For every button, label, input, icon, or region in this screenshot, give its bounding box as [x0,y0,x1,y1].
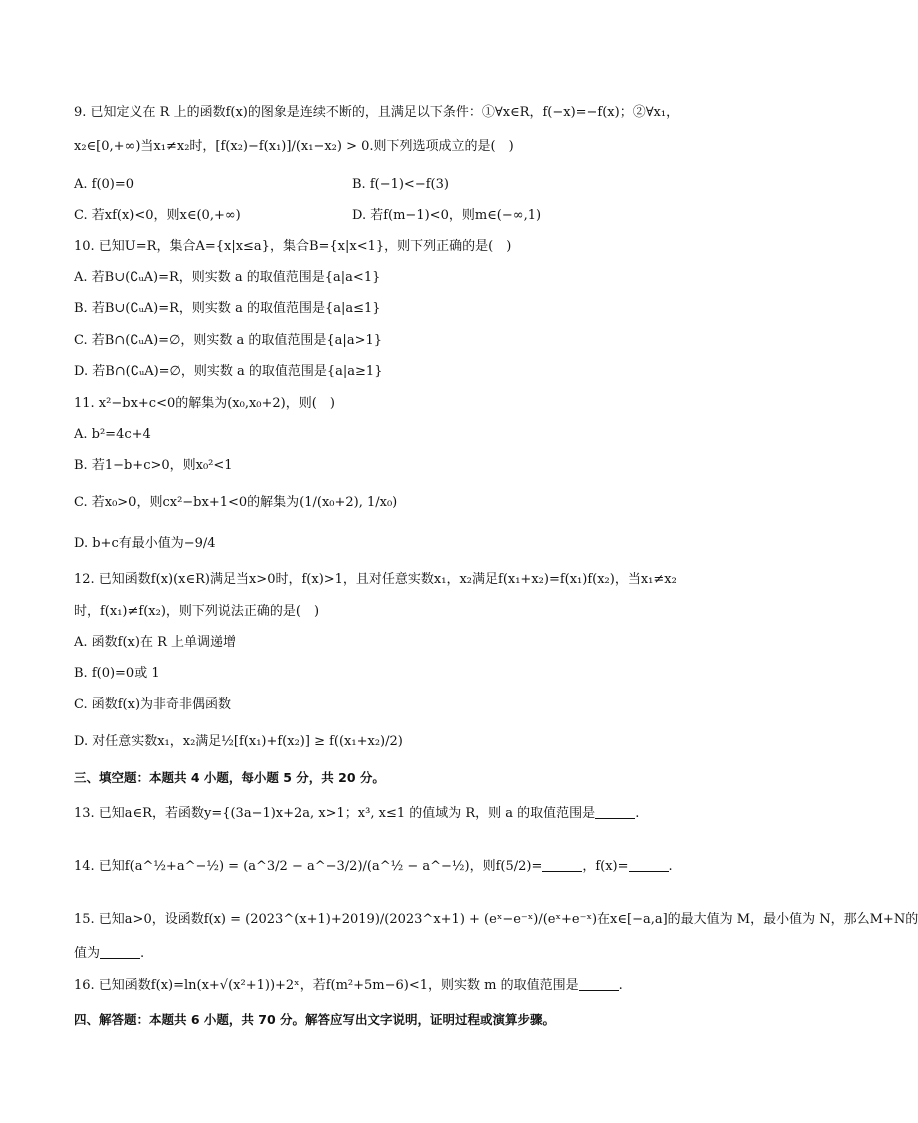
q9-option-c: C. 若xf(x)<0，则x∈(0,+∞) [74,208,241,223]
q16-stem: 16. 已知函数f(x)=ln(x+√(x²+1))+2ˣ，若f(m²+5m−6)<1，则实数 m 的取值范围是 [74,978,579,993]
q14-period: . [668,859,673,874]
q10-option-a: A. 若B∪(∁ᵤA)=R，则实数 a 的取值范围是{a|a<1} [74,270,381,285]
section-four-heading: 四、解答题：本题共 6 小题，共 70 分。解答应写出文字说明，证明过程或演算步骤。 [74,1012,556,1027]
q14-answer-blank-2[interactable] [629,859,669,872]
q10-option-d: D. 若B∩(∁ᵤA)=∅，则实数 a 的取值范围是{a|a≥1} [74,364,383,379]
q15-line1: 15. 已知a>0，设函数f(x) = (2023^(x+1)+2019)/(2023^x+1) + (eˣ−e⁻ˣ)/(eˣ+e⁻ˣ)在x∈[−a,a]的最大值为 M，最小值为 N，那么M+N的 [74,912,918,927]
section-three-heading: 三、填空题：本题共 4 小题，每小题 5 分，共 20 分。 [74,770,385,785]
q15-period: . [140,946,145,961]
q12-option-c: C. 函数f(x)为非奇非偶函数 [74,697,232,712]
q15-value-label: 值为 [74,946,101,961]
q10-option-b: B. 若B∪(∁ᵤA)=R，则实数 a 的取值范围是{a|a≤1} [74,301,381,316]
q11-option-b: B. 若1−b+c>0，则x₀²<1 [74,458,233,473]
q16-text [74,977,623,995]
q9-option-b: B. f(−1)<−f(3) [352,177,449,192]
q11-stem: 11. x²−bx+c<0的解集为(x₀,x₀+2)，则( ) [74,396,335,411]
q13-answer-blank[interactable] [595,806,635,819]
q13-stem: 13. 已知a∈R，若函数y={(3a−1)x+2a, x>1；x³, x≤1 的值域为 R，则 a 的取值范围是 [74,806,596,821]
q13-text [74,805,639,823]
q12-option-b: B. f(0)=0或 1 [74,666,160,681]
q14-stem: 14. 已知f(a^½+a^−½) = (a^3/2 − a^−3/2)/(a^½ − a^−½)，则f(5/2)= [74,859,543,874]
q9-line1: 9. 已知定义在 R 上的函数f(x)的图象是连续不断的，且满足以下条件：①∀x∈R，f(−x)=−f(x)；②∀x₁， [74,105,680,120]
q14-answer-blank-1[interactable] [542,859,582,872]
q15-line2 [74,945,144,963]
q15-answer-blank[interactable] [100,946,140,959]
q14-middle: ，f(x)= [582,859,629,874]
q10-option-c: C. 若B∩(∁ᵤA)=∅，则实数 a 的取值范围是{a|a>1} [74,333,383,348]
q9-option-d: D. 若f(m−1)<0，则m∈(−∞,1) [352,208,542,223]
q12-option-d: D. 对任意实数x₁，x₂满足½[f(x₁)+f(x₂)] ≥ f((x₁+x₂)/2) [74,734,403,749]
q11-option-d: D. b+c有最小值为−9/4 [74,536,216,551]
q12-line2: 时，f(x₁)≠f(x₂)，则下列说法正确的是( ) [74,604,320,619]
q9-option-a: A. f(0)=0 [74,177,135,192]
q16-period: . [618,978,623,993]
q11-option-c: C. 若x₀>0，则cx²−bx+1<0的解集为(1/(x₀+2), 1/x₀) [74,495,398,510]
q11-option-a: A. b²=4c+4 [74,427,151,442]
q14-text [74,858,673,876]
q12-option-a: A. 函数f(x)在 R 上单调递增 [74,635,236,650]
q16-answer-blank[interactable] [579,978,619,991]
q12-line1: 12. 已知函数f(x)(x∈R)满足当x>0时，f(x)>1，且对任意实数x₁，x₂满足f(x₁+x₂)=f(x₁)f(x₂)，当x₁≠x₂ [74,572,677,587]
q9-line2: x₂∈[0,+∞)当x₁≠x₂时，[f(x₂)−f(x₁)]/(x₁−x₂) > 0.则下列选项成立的是( ) [74,139,514,154]
q10-stem: 10. 已知U=R，集合A={x|x≤a}，集合B={x|x<1}，则下列正确的是( ) [74,239,512,254]
q13-period: . [635,806,640,821]
